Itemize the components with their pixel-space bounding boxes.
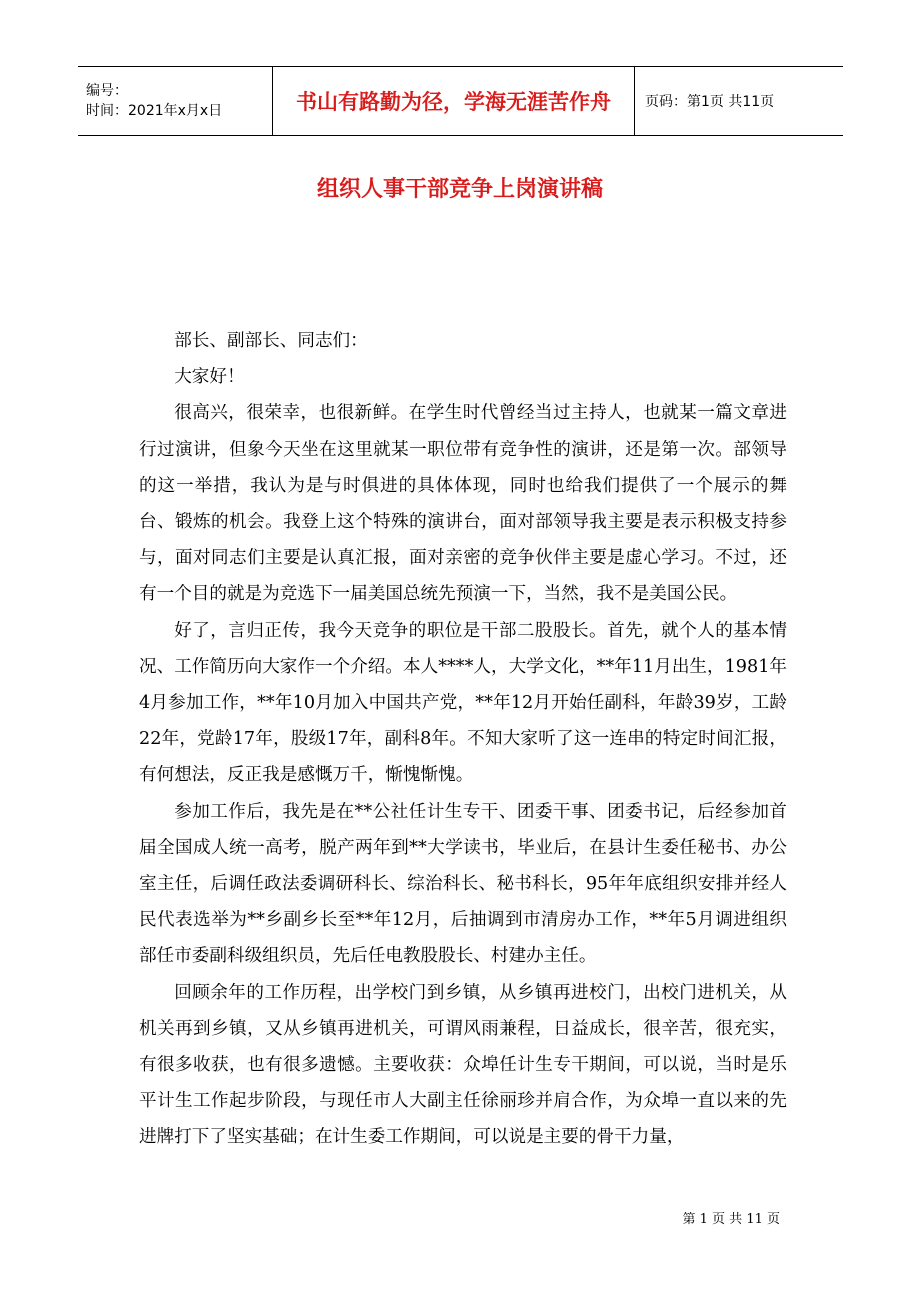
document-body <box>139 323 787 1156</box>
header-motto: 书山有路勤为径，学海无涯苦作舟 <box>273 67 635 135</box>
header-page-info: 页码：第1页 共11页 <box>645 94 775 110</box>
page-footer: 第 1 页 共 11 页 <box>682 1212 780 1227</box>
paragraph-greeting: 大家好！ <box>174 367 245 388</box>
header-time-label: 时间：2021年x月x日 <box>86 103 223 119</box>
document-title: 组织人事干部竞争上岗演讲稿 <box>316 177 603 202</box>
paragraph-salutation: 部长、副部长、同志们： <box>174 331 368 351</box>
paragraph: 回顾余年的工作历程，出学校门到乡镇，从乡镇再进校门，出校门进机关，从机关再到乡镇，又从乡镇再进机关，可谓风雨兼程，日益成长，很辛苦，很充实，有很多收获，也有很多遗憾。主要收获：众埠任计生专干期间，可以说，当时是乐平计生工作起步阶段，与现任市人大副主任徐丽珍并肩合作，为众埠一直以来的先进牌打下了坚实基础；在计生委工作期间，可以说是主要的骨干力量， <box>139 982 787 1148</box>
header-number-label: 编号： <box>86 83 128 99</box>
header-meta <box>78 67 273 135</box>
document-header <box>78 66 843 136</box>
paragraph: 好了，言归正传，我今天竞争的职位是干部二股股长。首先，就个人的基本情况、工作简历向大家作一个介绍。本人****人，大学文化，**年11月出生，1981年4月参加工作，**年10月加入中国共产党，**年12月开始任副科，年龄39岁，工龄22年，党龄17年，股级17年，副科8年。不知大家听了这一连串的特定时间汇报，有何想法，反正我是感慨万千，惭愧惭愧。 <box>139 620 787 786</box>
paragraph: 很高兴，很荣幸，也很新鲜。在学生时代曾经当过主持人，也就某一篇文章进行过演讲，但象今天坐在这里就某一职位带有竞争性的演讲，还是第一次。部领导的这一举措，我认为是与时俱进的具体体现，同时也给我们提供了一个展示的舞台、锻炼的机会。我登上这个特殊的演讲台，面对部领导我主要是表示积极支持参与，面对同志们主要是认真汇报，面对亲密的竞争伙伴主要是虚心学习。不过，还有一个目的就是为竞选下一届美国总统先预演一下，当然，我不是美国公民。 <box>139 403 787 605</box>
paragraph: 参加工作后，我先是在**公社任计生专干、团委干事、团委书记，后经参加首届全国成人统一高考，脱产两年到**大学读书，毕业后，在县计生委任秘书、办公室主任，后调任政法委调研科长、综治科长、秘书科长，95年年底组织安排并经人民代表选举为**乡副乡长至**年12月，后抽调到市清房办工作，**年5月调进组织部任市委副科级组织员，先后任电教股股长、村建办主任。 <box>139 801 787 967</box>
